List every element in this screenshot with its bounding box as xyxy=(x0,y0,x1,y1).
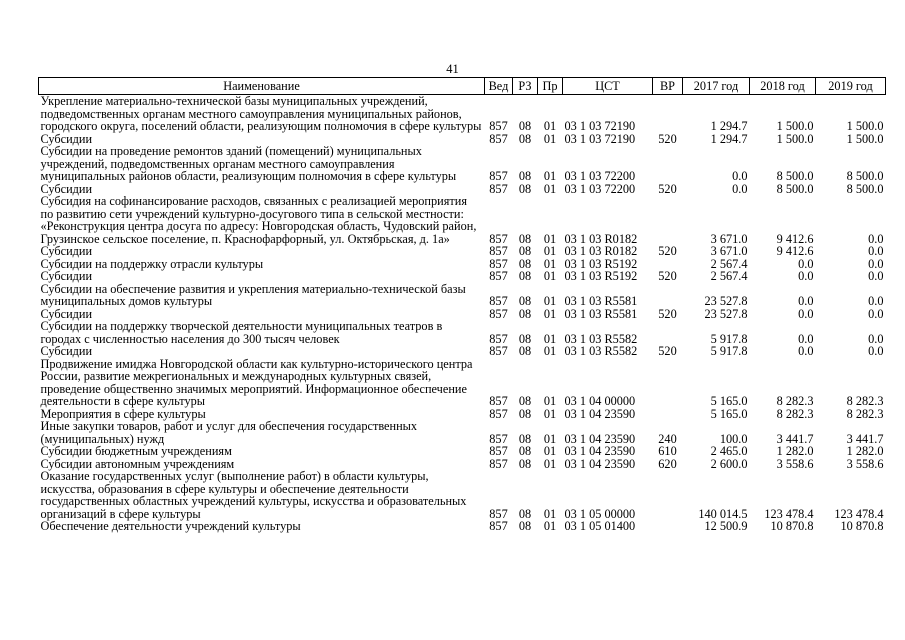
table-row xyxy=(39,420,886,445)
table-body xyxy=(39,95,886,533)
row-cst: 03 1 04 23590 xyxy=(564,456,636,471)
row-value-2017: 2 465.0 xyxy=(710,444,748,458)
row-name: Субсидии xyxy=(40,306,93,321)
row-name: Субсидии на поддержку отрасли культуры xyxy=(40,256,264,271)
row-name: Субсидии xyxy=(40,244,93,258)
row-name: Субсидии автономным учреждениям xyxy=(40,456,235,471)
page-number: 41 xyxy=(446,62,459,76)
row-vr: 520 xyxy=(658,269,677,283)
row-name: Субсидии xyxy=(40,181,93,196)
row-vr xyxy=(653,358,683,408)
row-name: Мероприятия в сфере культуры xyxy=(40,406,206,421)
row-value-2017: 5 917.8 xyxy=(710,331,748,346)
row-name: Оказание государственных услуг (выполнение работ) в области культуры, искусства, образования в сфере культуры и обеспечение деятельности государственных областных учреждений культуры, искусства и образовательных организаций в сфере культуры xyxy=(40,469,467,521)
row-name: Субсидии xyxy=(40,269,93,283)
row-value-2018: 8 282.3 xyxy=(776,406,814,421)
row-value-2019: 1 500.0 xyxy=(846,131,884,146)
row-name: Субсидии xyxy=(40,131,93,146)
row-cst: 03 1 03 R5581 xyxy=(564,306,638,321)
table-row xyxy=(39,195,886,245)
row-value-2017: 5 917.8 xyxy=(710,344,748,358)
row-pr: 01 xyxy=(543,344,557,358)
column-header-2018: 2018 год xyxy=(750,78,816,95)
row-value-2018: 9 412.6 xyxy=(776,244,814,258)
row-ved: 857 xyxy=(489,506,508,521)
table-row xyxy=(39,270,886,283)
row-value-2017: 5 165.0 xyxy=(710,406,748,421)
row-name: Субсидии на поддержку творческой деятельности муниципальных театров в городах с численностью населения до 300 тысяч человек xyxy=(40,319,443,346)
row-cst: 03 1 04 00000 xyxy=(564,394,636,408)
row-rz: 08 xyxy=(518,294,532,308)
row-name: Продвижение имиджа Новгородской области как культурно-исторического центра России, развитие межрегиональных и международных культурных связей, проведение общественно значимых мероприятий. Информационное обеспечение деятельности в сфере культуры xyxy=(40,356,473,408)
row-value-2018: 1 500.0 xyxy=(776,119,814,133)
row-vr: 520 xyxy=(658,244,677,258)
row-value-2018: 0.0 xyxy=(798,294,814,308)
row-ved: 857 xyxy=(489,306,508,321)
row-value-2018: 0.0 xyxy=(798,344,814,358)
row-vr xyxy=(653,95,683,133)
row-value-2017: 1 294.7 xyxy=(710,119,748,133)
row-value-2018: 8 282.3 xyxy=(776,394,814,408)
row-name: Обеспечение деятельности учреждений культуры xyxy=(40,519,301,533)
row-value-2019: 8 500.0 xyxy=(846,181,884,196)
row-value-2019: 1 282.0 xyxy=(846,444,884,458)
row-cst: 03 1 03 R5582 xyxy=(564,344,638,358)
row-ved: 857 xyxy=(489,519,508,533)
row-value-2017: 3 671.0 xyxy=(710,244,748,258)
row-value-2017: 2 567.4 xyxy=(710,256,748,271)
row-rz: 08 xyxy=(518,456,532,471)
row-vr: 520 xyxy=(658,306,677,321)
row-pr: 01 xyxy=(543,119,557,133)
row-pr: 01 xyxy=(543,331,557,346)
row-pr: 01 xyxy=(543,269,557,283)
row-cst: 03 1 03 R0182 xyxy=(564,231,638,246)
row-value-2017: 140 014.5 xyxy=(698,506,748,521)
row-value-2019: 0.0 xyxy=(868,331,884,346)
row-pr: 01 xyxy=(543,394,557,408)
table-row xyxy=(39,245,886,258)
row-pr: 01 xyxy=(543,131,557,146)
row-rz: 08 xyxy=(518,256,532,271)
row-rz: 08 xyxy=(518,169,532,183)
row-cst: 03 1 04 23590 xyxy=(564,406,636,421)
row-ved: 857 xyxy=(489,244,508,258)
row-value-2018: 0.0 xyxy=(798,269,814,283)
row-ved: 857 xyxy=(489,169,508,183)
row-vr: 610 xyxy=(658,444,677,458)
row-vr xyxy=(653,520,683,533)
row-pr: 01 xyxy=(543,306,557,321)
row-rz: 08 xyxy=(518,331,532,346)
row-pr: 01 xyxy=(543,406,557,421)
row-value-2019: 0.0 xyxy=(868,344,884,358)
row-rz: 08 xyxy=(518,506,532,521)
table-header-row xyxy=(39,78,886,95)
table-row xyxy=(39,358,886,408)
row-value-2017: 2 567.4 xyxy=(710,269,748,283)
row-value-2019: 0.0 xyxy=(868,256,884,271)
column-header-name: Наименование xyxy=(39,78,485,95)
row-rz: 08 xyxy=(518,131,532,146)
row-vr: 240 xyxy=(658,431,677,446)
row-value-2018: 1 282.0 xyxy=(776,444,814,458)
row-pr: 01 xyxy=(543,506,557,521)
row-vr: 620 xyxy=(658,456,677,471)
row-ved: 857 xyxy=(489,344,508,358)
row-pr: 01 xyxy=(543,231,557,246)
row-pr: 01 xyxy=(543,456,557,471)
row-value-2017: 23 527.8 xyxy=(704,306,748,321)
row-value-2019: 0.0 xyxy=(868,269,884,283)
row-value-2017: 0.0 xyxy=(732,181,748,196)
row-cst: 03 1 03 R5582 xyxy=(564,331,638,346)
row-cst: 03 1 03 72190 xyxy=(564,131,636,146)
row-value-2017: 0.0 xyxy=(732,169,748,183)
row-value-2019: 3 441.7 xyxy=(846,431,884,446)
row-value-2019: 0.0 xyxy=(868,231,884,246)
table-row xyxy=(39,95,886,133)
row-cst: 03 1 03 R5581 xyxy=(564,294,638,308)
row-value-2019: 0.0 xyxy=(868,244,884,258)
row-vr: 520 xyxy=(658,131,677,146)
table-row xyxy=(39,283,886,308)
column-header-pr: Пр xyxy=(538,78,563,95)
row-rz: 08 xyxy=(518,306,532,321)
row-cst: 03 1 05 01400 xyxy=(564,519,636,533)
row-rz: 08 xyxy=(518,181,532,196)
row-rz: 08 xyxy=(518,406,532,421)
table-row xyxy=(39,345,886,358)
row-value-2017: 100.0 xyxy=(719,431,748,446)
row-value-2017: 1 294.7 xyxy=(710,131,748,146)
row-cst: 03 1 03 R0182 xyxy=(564,244,638,258)
row-vr xyxy=(653,195,683,245)
row-rz: 08 xyxy=(518,519,532,533)
column-header-2019: 2019 год xyxy=(816,78,886,95)
row-ved: 857 xyxy=(489,444,508,458)
row-name: Субсидии xyxy=(40,344,93,358)
table-row xyxy=(39,470,886,520)
column-header-rz: РЗ xyxy=(513,78,538,95)
row-value-2018: 0.0 xyxy=(798,256,814,271)
row-name: Субсидии на проведение ремонтов зданий (помещений) муниципальных учреждений, подведомственных органам местного самоуправления муниципальных районов области, реализующим полномочия в сфере культуры xyxy=(40,144,457,183)
row-value-2018: 123 478.4 xyxy=(764,506,814,521)
row-cst: 03 1 03 72200 xyxy=(564,181,636,196)
row-vr xyxy=(653,470,683,520)
row-value-2018: 8 500.0 xyxy=(776,169,814,183)
row-pr: 01 xyxy=(543,181,557,196)
row-ved: 857 xyxy=(489,131,508,146)
row-vr xyxy=(653,145,683,183)
row-vr: 520 xyxy=(658,344,677,358)
row-value-2017: 2 600.0 xyxy=(710,456,748,471)
row-pr: 01 xyxy=(543,244,557,258)
column-header-vr: ВР xyxy=(653,78,683,95)
row-cst: 03 1 03 R5192 xyxy=(564,269,638,283)
row-ved: 857 xyxy=(489,181,508,196)
row-ved: 857 xyxy=(489,256,508,271)
row-ved: 857 xyxy=(489,231,508,246)
row-ved: 857 xyxy=(489,269,508,283)
row-value-2019: 8 282.3 xyxy=(846,406,884,421)
row-value-2017: 23 527.8 xyxy=(704,294,748,308)
row-value-2019: 0.0 xyxy=(868,294,884,308)
row-vr xyxy=(653,408,683,421)
row-value-2019: 10 870.8 xyxy=(840,519,884,533)
row-value-2017: 12 500.9 xyxy=(704,519,748,533)
row-ved: 857 xyxy=(489,456,508,471)
row-ved: 857 xyxy=(489,331,508,346)
row-rz: 08 xyxy=(518,244,532,258)
row-value-2019: 8 282.3 xyxy=(846,394,884,408)
row-rz: 08 xyxy=(518,231,532,246)
row-name: Субсидии на обеспечение развития и укрепления материально-технической базы муниципальных домов культуры xyxy=(40,281,466,308)
row-pr: 01 xyxy=(543,444,557,458)
row-value-2018: 3 558.6 xyxy=(776,456,814,471)
column-header-2017: 2017 год xyxy=(683,78,750,95)
row-ved: 857 xyxy=(489,406,508,421)
row-vr: 520 xyxy=(658,181,677,196)
row-rz: 08 xyxy=(518,444,532,458)
budget-table xyxy=(38,77,886,533)
row-value-2018: 3 441.7 xyxy=(776,431,814,446)
row-name: Субсидия на софинансирование расходов, связанных с реализацией мероприятия по развитию сети учреждений культурно-досугового типа в сельской местности: «Реконструкция центра досуга по адресу: Новгородская область, Чудовский район, Грузинское сельское поселение, п. Краснофарфорный, ул. Октябрьская, д. 1а» xyxy=(40,194,477,246)
column-header-cst: ЦСТ xyxy=(563,78,653,95)
row-cst: 03 1 04 23590 xyxy=(564,431,636,446)
row-name: Иные закупки товаров, работ и услуг для обеспечения государственных (муниципальных) нужд xyxy=(40,419,418,446)
row-name: Укрепление материально-технической базы муниципальных учреждений, подведомственных органам местного самоуправления муниципальных районов, городского округа, поселений области, реализующим полномочия в сфере культуры xyxy=(40,94,482,133)
row-cst: 03 1 05 00000 xyxy=(564,506,636,521)
row-vr xyxy=(653,320,683,345)
row-pr: 01 xyxy=(543,519,557,533)
row-cst: 03 1 03 R5192 xyxy=(564,256,638,271)
row-value-2018: 8 500.0 xyxy=(776,181,814,196)
row-pr: 01 xyxy=(543,169,557,183)
row-value-2019: 8 500.0 xyxy=(846,169,884,183)
row-value-2017: 5 165.0 xyxy=(710,394,748,408)
table-row xyxy=(39,520,886,533)
row-vr xyxy=(653,283,683,308)
row-value-2017: 3 671.0 xyxy=(710,231,748,246)
row-value-2019: 123 478.4 xyxy=(834,506,884,521)
row-value-2019: 3 558.6 xyxy=(846,456,884,471)
row-cst: 03 1 04 23590 xyxy=(564,444,636,458)
table-row xyxy=(39,145,886,183)
row-ved: 857 xyxy=(489,394,508,408)
row-rz: 08 xyxy=(518,269,532,283)
row-pr: 01 xyxy=(543,431,557,446)
row-pr: 01 xyxy=(543,256,557,271)
row-rz: 08 xyxy=(518,119,532,133)
row-value-2018: 0.0 xyxy=(798,306,814,321)
row-value-2018: 1 500.0 xyxy=(776,131,814,146)
row-rz: 08 xyxy=(518,344,532,358)
row-cst: 03 1 03 72190 xyxy=(564,119,636,133)
row-rz: 08 xyxy=(518,394,532,408)
row-value-2018: 10 870.8 xyxy=(770,519,814,533)
row-value-2018: 9 412.6 xyxy=(776,231,814,246)
row-ved: 857 xyxy=(489,431,508,446)
row-value-2018: 0.0 xyxy=(798,331,814,346)
table-row xyxy=(39,320,886,345)
row-value-2019: 1 500.0 xyxy=(846,119,884,133)
row-rz: 08 xyxy=(518,431,532,446)
row-cst: 03 1 03 72200 xyxy=(564,169,636,183)
column-header-ved: Вед xyxy=(485,78,513,95)
row-ved: 857 xyxy=(489,294,508,308)
table-row xyxy=(39,445,886,458)
row-pr: 01 xyxy=(543,294,557,308)
row-value-2019: 0.0 xyxy=(868,306,884,321)
row-name: Субсидии бюджетным учреждениям xyxy=(40,444,232,458)
table-row xyxy=(39,258,886,271)
row-ved: 857 xyxy=(489,119,508,133)
